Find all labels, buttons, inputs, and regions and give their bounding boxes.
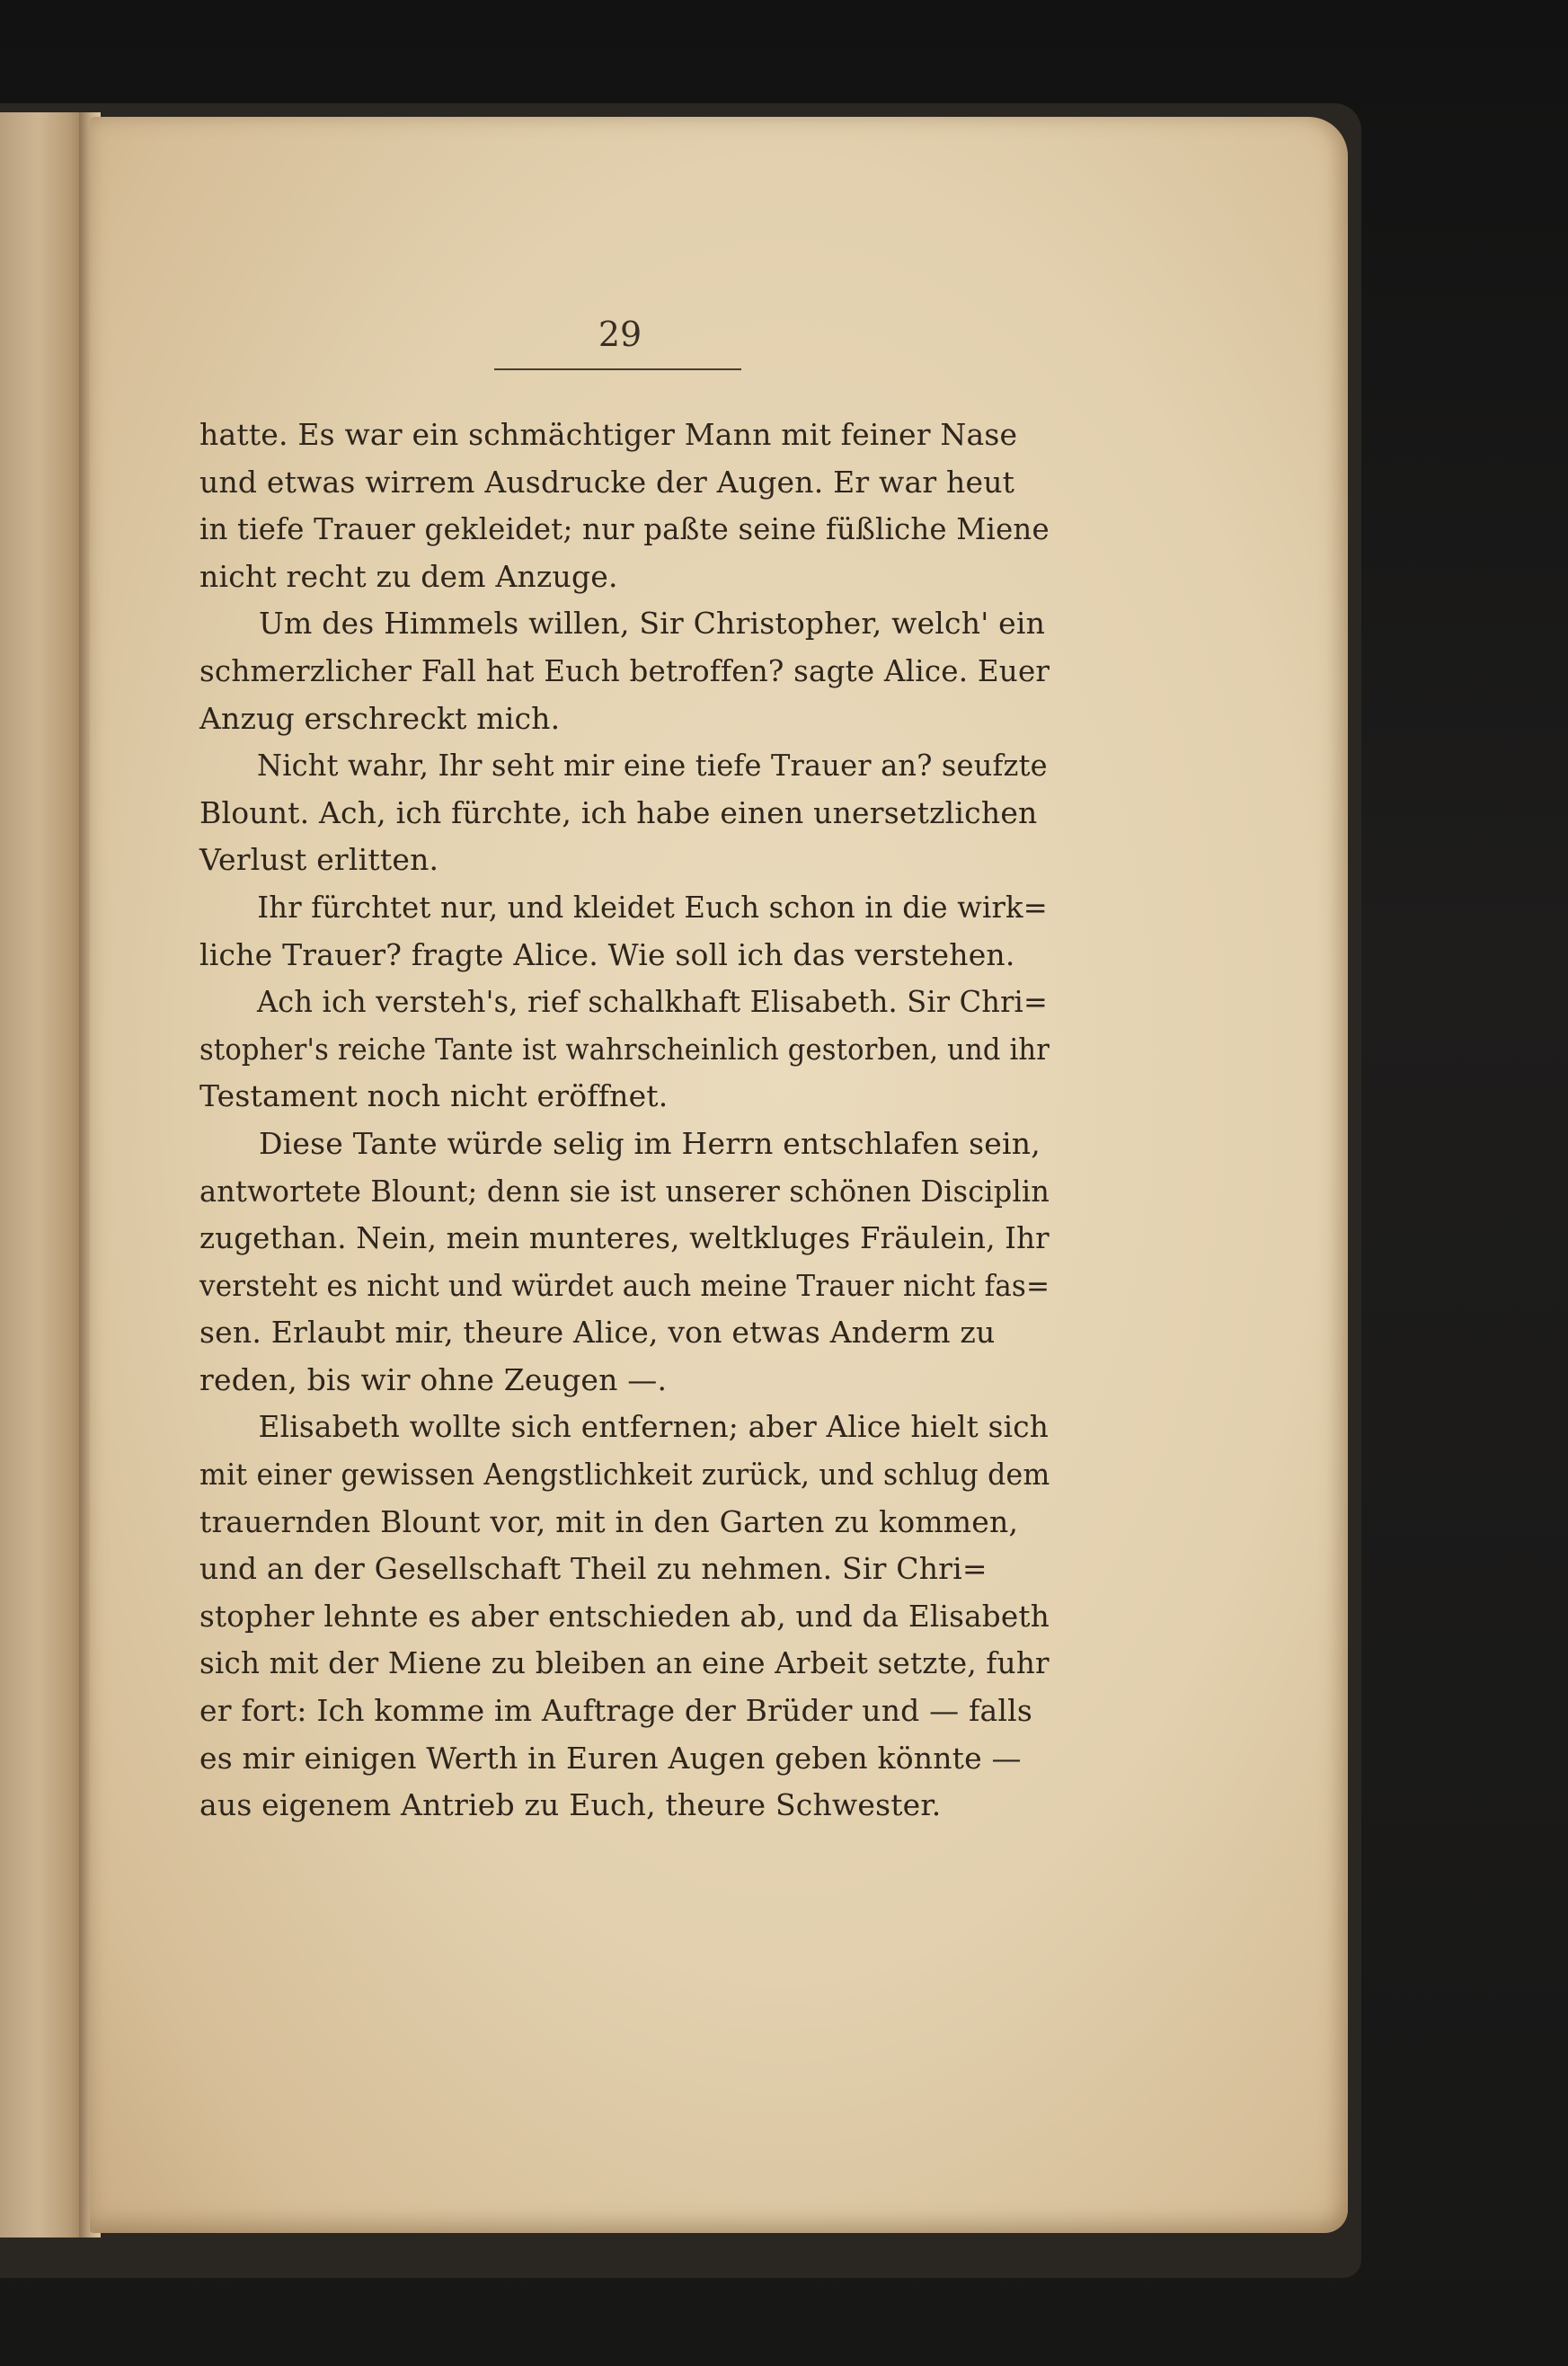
text-line-27: sich mit der Miene zu bleiben an eine Arbeit setzte, fuhr (199, 1645, 1050, 1681)
text-line-12: liche Trauer? fragte Alice. Wie soll ich das verstehen. (199, 936, 1015, 972)
text-line-16: Diese Tante würde selig im Herrn entschlafen sein, (259, 1125, 1041, 1161)
left-page-edge (0, 112, 85, 2238)
text-line-21: reden, bis wir ohne Zeugen —. (199, 1361, 668, 1397)
page-number: 29 (598, 315, 642, 354)
text-line-8: Nicht wahr, Ihr seht mir eine tiefe Trauer an? seufzte (257, 748, 1048, 784)
text-line-2: und etwas wirrem Ausdrucke der Augen. Er war heut (199, 464, 1015, 500)
text-line-29: es mir einigen Werth in Euren Augen geben könnte — (199, 1740, 1022, 1776)
text-line-24: trauernden Blount vor, mit in den Garten zu kommen, (199, 1503, 1019, 1539)
text-line-4: nicht recht zu dem Anzuge. (199, 558, 618, 594)
text-line-30: aus eigenem Antrieb zu Euch, theure Schwester. (199, 1787, 942, 1823)
text-line-26: stopher lehnte es aber entschieden ab, und da Elisabeth (199, 1598, 1050, 1634)
text-line-7: Anzug erschreckt mich. (199, 700, 561, 736)
text-line-23: mit einer gewissen Aengstlichkeit zurück, und schlug dem (199, 1457, 1050, 1493)
text-line-17: antwortete Blount; denn sie ist unserer schönen Disciplin (199, 1173, 1050, 1209)
text-line-5: Um des Himmels willen, Sir Christopher, welch' ein (259, 606, 1046, 642)
text-line-6: schmerzlicher Fall hat Euch betroffen? sagte Alice. Euer (199, 652, 1050, 688)
body-text (199, 412, 1050, 1830)
text-line-10: Verlust erlitten. (199, 842, 439, 878)
text-line-9: Blount. Ach, ich fürchte, ich habe einen unersetzlichen (199, 794, 1038, 830)
header-rule (494, 368, 741, 370)
text-line-25: und an der Gesellschaft Theil zu nehmen. Sir Chri= (199, 1551, 988, 1587)
text-line-14: stopher's reiche Tante ist wahrscheinlich gestorben, und ihr (199, 1031, 1050, 1067)
text-line-15: Testament noch nicht eröffnet. (199, 1078, 669, 1114)
text-line-28: er fort: Ich komme im Auftrage der Brüder und — falls (199, 1693, 1032, 1729)
text-line-1: hatte. Es war ein schmächtiger Mann mit feiner Nase (199, 417, 1018, 452)
text-line-20: sen. Erlaubt mir, theure Alice, von etwas Anderm zu (199, 1315, 996, 1351)
text-line-19: versteht es nicht und würdet auch meine Trauer nicht fas= (199, 1267, 1050, 1303)
text-line-3: in tiefe Trauer gekleidet; nur paßte seine füßliche Miene (199, 511, 1050, 547)
text-line-22: Elisabeth wollte sich entfernen; aber Alice hielt sich (258, 1409, 1050, 1445)
text-line-18: zugethan. Nein, mein munteres, weltkluges Fräulein, Ihr (199, 1220, 1050, 1256)
text-line-11: Ihr fürchtet nur, und kleidet Euch schon in die wirk= (257, 889, 1048, 925)
text-line-13: Ach ich versteh's, rief schalkhaft Elisabeth. Sir Chri= (256, 984, 1048, 1020)
